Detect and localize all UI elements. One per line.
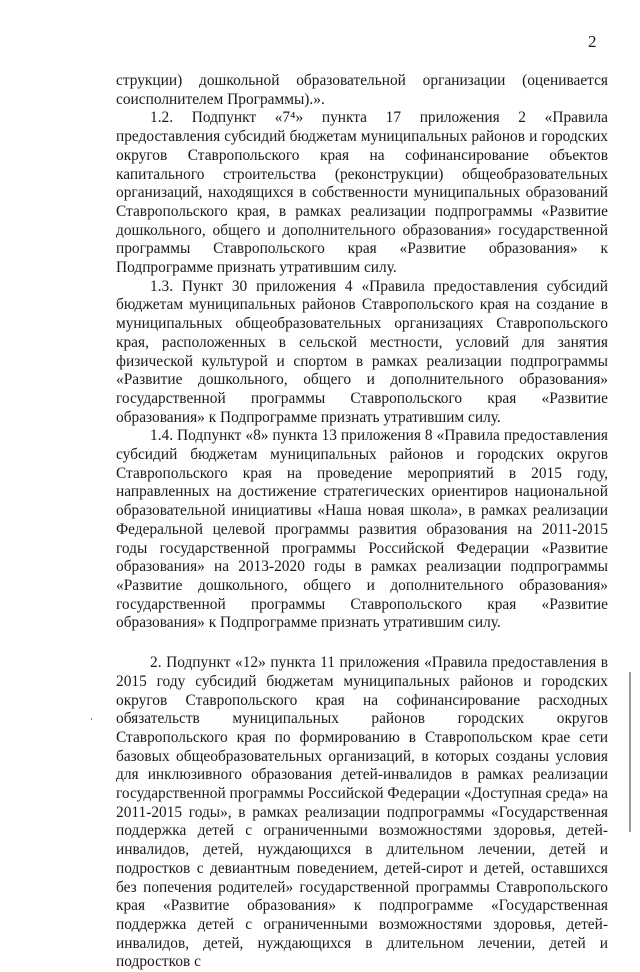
paragraph-1-3: 1.3. Пункт 30 приложения 4 «Правила предоставления субсидий бюджетам муниципальных районов Ставропольского края на создание в муниципальных общеобразовательных организациях Ставропольского края, расположенных в сельской местности, условий для занятия физической культурой и спортом в рамках реализации подпрограммы «Развитие дошкольного, общего и дополнительного образования» государственной программы Ставропольского края «Развитие образования» к Подпрограмме признать утратившим силу.: [116, 277, 608, 426]
paragraph-1-2: 1.2. Подпункт «7⁴» пункта 17 приложения 2 «Правила предоставления субсидий бюджетам муниципальных районов и городских округов Ставропольского края на софинансирование объектов капитального строительства (реконструкции) общеобразовательных организаций, находящихся в собственности муниципальных образований Ставропольского края, в рамках реализации подпрограммы «Развитие дошкольного, общего и дополнительного образования» государственной программы Ставропольского края «Развитие образования» к Подпрограмме признать утратившим силу.: [116, 109, 608, 277]
scan-speck: [91, 718, 92, 720]
page-number: 2: [588, 32, 597, 51]
paragraph-continuation: струкции) дошкольной образовательной организации (оценивается соисполнителем Программы).».: [116, 72, 608, 108]
document-body: [116, 72, 608, 972]
paragraph-2: 2. Подпункт «12» пункта 11 приложения «Правила предоставления в 2015 году субсидий бюджетам муниципальных районов и городских округов Ставропольского края на софинансирование расходных обязательств муниципальных районов городских округов Ставропольского края по формированию в Ставропольском крае сети базовых общеобразовательных организаций, в которых созданы условия для инклюзивного образования детей-инвалидов в рамках реализации государственной программы Российской Федерации «Доступная среда» на 2011-2015 годы», в рамках реализации подпрограммы «Государственная поддержка детей с ограниченными возможностями здоровья, детей-инвалидов, детей, нуждающихся в длительном лечении, детей и подростков с девиантным поведением, детей-сирот и детей, оставшихся без попечения родителей» государственной программы Ставропольского края «Развитие образования» к подпрограмме «Государственная поддержка детей с ограниченными возможностями здоровья, детей-инвалидов, детей, нуждающихся в длительном лечении, детей и подростков с: [116, 654, 608, 971]
paragraph-1-4: 1.4. Подпункт «8» пункта 13 приложения 8 «Правила предоставления субсидий бюджетам муниципальных районов и городских округов Ставропольского края на проведение мероприятий в 2015 году, направленных на достижение стратегических ориентиров национальной образовательной инициативы «Наша новая школа», в рамках реализации Федеральной целевой программы развития образования на 2011-2015 годы государственной программы Российской Федерации «Развитие образования» на 2013-2020 годы в рамках реализации подпрограммы «Развитие дошкольного, общего и дополнительного образования» государственной программы Ставропольского края «Развитие образования» к Подпрограмме признать утратившим силу.: [116, 427, 608, 632]
scan-edge-mark: [629, 672, 631, 832]
